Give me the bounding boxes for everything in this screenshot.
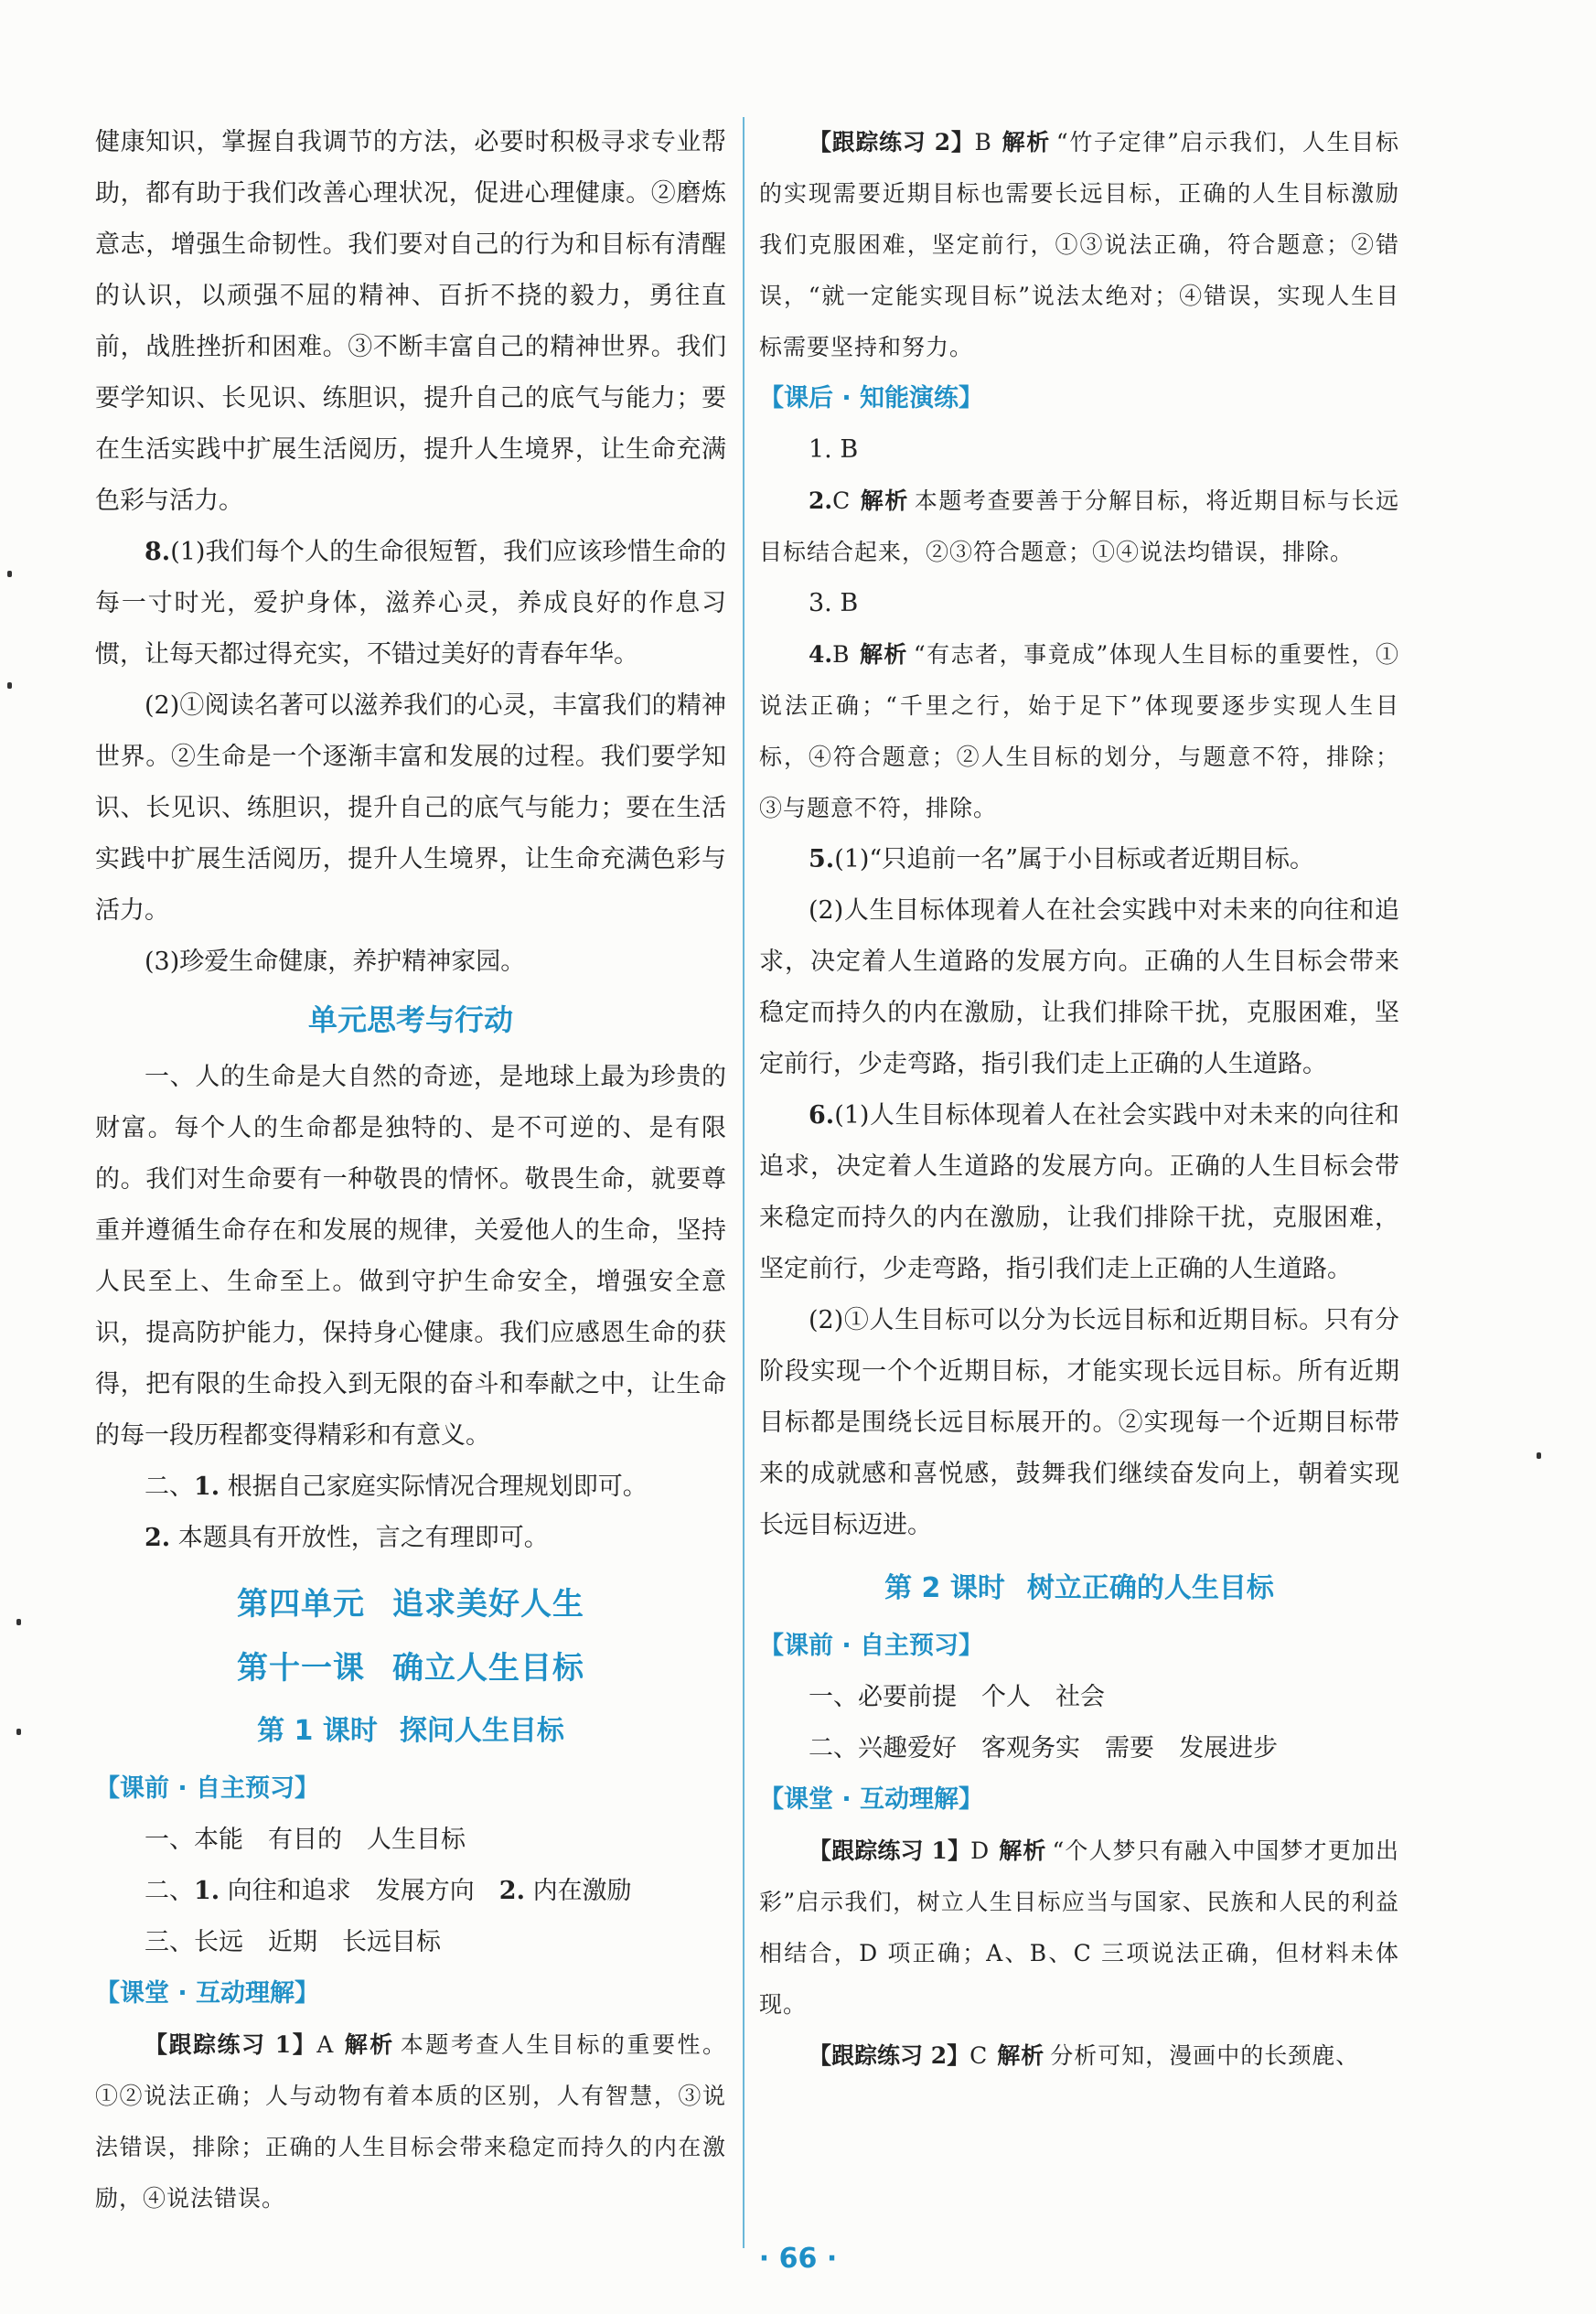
analysis-label: 解析 [1001,129,1051,155]
analysis-text: 本题考查要善于分解目标，将近期目标与长远目标结合起来，②③符合题意；①④说法均错误，排除。 [759,487,1399,565]
question-number: 5. [809,845,835,873]
column-divider [743,117,744,2248]
exercise-label: 【跟踪练习 2】 [809,129,975,155]
after-answer-6-1 [759,1090,1399,1295]
preview-answer-1: 一、必要前提 个人 社会 [809,1683,1105,1711]
preview-answer-1: 一、本能 有目的 人生目标 [145,1826,466,1854]
think-answer-3 [95,1513,726,1564]
period-name: 树立正确的人生目标 [1026,1572,1274,1604]
exercise-label: 【跟踪练习 2】 [809,2042,970,2069]
period-number: 第 2 课时 [884,1572,1005,1604]
analysis-label: 解析 [860,487,909,514]
section-heading-class: 【课堂 · 互动理解】 [759,1785,984,1814]
analysis-label: 解析 [999,1837,1047,1864]
question-number: 8. [145,538,171,566]
analysis-text: 分析可知，漫画中的长颈鹿、 [1050,2042,1360,2069]
preview-answer-2 [95,1866,726,1917]
question-number: 4. [809,641,833,668]
unit-name: 追求美好人生 [392,1586,584,1623]
margin-mark [16,1729,21,1735]
answer-letter: C [832,487,852,514]
section-heading-class: 【课堂 · 互动理解】 [95,1979,320,2008]
think-answer-2 [95,1462,726,1513]
answer-letter: B [832,641,851,668]
page-number: · 66 · [758,2243,838,2275]
period-title [759,1560,1399,1617]
answer-text: (1)人生目标体现着人在社会实践中对未来的向往和追求，决定着人生道路的发展方向。正确的人生目标会带来稳定而持久的内在激励，让我们排除干扰，克服困难，坚定前行，少走弯路，指引我们走上正确的人生道路。 [759,1101,1399,1283]
margin-mark [16,1619,21,1625]
left-column [95,117,726,2224]
answer-8-3: (3)珍爱生命健康，养护精神家园。 [145,948,526,976]
right-column [759,117,1399,2082]
answer-letter: B [974,129,992,155]
unit-title [95,1575,726,1634]
section-heading-preview: 【课前 · 自主预习】 [759,1632,984,1660]
question-number: 6. [809,1101,835,1130]
answer-text: (1)“只追前一名”属于小目标或者近期目标。 [834,845,1315,873]
paragraph-continued: 健康知识，掌握自我调节的方法，必要时积极寻求专业帮助，都有助于我们改善心理状况，促进心理健康。②磨炼意志，增强生命韧性。我们要对自己的行为和目标有清醒的认识，以顽强不屈的精神、百折不挠的毅力，勇往直前，战胜挫折和困难。③不断丰富自己的精神世界。我们要学知识、长见识、练胆识，提升自己的底气与能力；要在生活实践中扩展生活阅历，提升人生境界，让生命充满色彩与活力。 [95,128,726,515]
question-number: 2. [809,487,833,514]
answer-text: (1)我们每个人的生命很短暂，我们应该珍惜生命的每一寸时光，爱护身体，滋养心灵，养成良好的作息习惯，让每天都过得充实，不错过美好的青春年华。 [95,538,726,669]
answer-letter: D [970,1837,991,1864]
item-number: 1. [194,1473,220,1501]
period-name: 探问人生目标 [399,1715,564,1747]
track-exercise-2 [759,2030,1399,2082]
after-answer-4 [759,629,1399,834]
margin-mark [7,682,12,689]
item-number: 2. [145,1524,171,1552]
section-heading-preview: 【课前 · 自主预习】 [95,1774,320,1803]
answer-letter: A [316,2031,335,2058]
think-answer-1: 一、人的生命是大自然的奇迹，是地球上最为珍贵的财富。每个人的生命都是独特的、是不可逆的、是有限的。我们对生命要有一种敬畏的情怀。敬畏生命，就要尊重并遵循生命存在和发展的规律，关爱他人的生命，坚持人民至上、生命至上。做到守护生命安全，增强安全意识，提高防护能力，保持身心健康。我们应感恩生命的获得，把有限的生命投入到无限的奋斗和奉献之中，让生命的每一段历程都变得精彩和有意义。 [95,1063,726,1450]
analysis-label: 解析 [997,2042,1045,2069]
after-answer-5-2: (2)人生目标体现着人在社会实践中对未来的向往和追求，决定着人生道路的发展方向。正确的人生目标会带来稳定而持久的内在激励，让我们排除干扰，克服困难，坚定前行，少走弯路，指引我们走上正确的人生道路。 [759,896,1399,1078]
lesson-number: 第十一课 [237,1650,365,1687]
preview-answer-3: 三、长远 近期 长远目标 [145,1928,441,1956]
answer-8-2: (2)①阅读名著可以滋养我们的心灵，丰富我们的精神世界。②生命是一个逐渐丰富和发展的过程。我们要学知识、长见识、练胆识，提升自己的底气与能力；要在生活实践中扩展生活阅历，提升人生境界，让生命充满色彩与活力。 [95,691,726,925]
item-text: 根据自己家庭实际情况合理规划即可。 [227,1473,648,1501]
item-prefix: 二、 [145,1473,194,1501]
margin-mark [1537,1452,1541,1459]
answer-letter: C [969,2042,989,2069]
analysis-label: 解析 [343,2031,395,2058]
period-title [95,1703,726,1760]
analysis-text: “有志者，事竟成”体现人生目标的重要性，①说法正确；“千里之行，始于足下”体现要逐步实现人生目标，④符合题意；②人生目标的划分，与题意不符，排除；③与题意不符，排除。 [759,641,1399,821]
after-answer-3: 3. B [809,589,859,617]
analysis-text: “竹子定律”启示我们，人生目标的实现需要近期目标也需要长远目标，正确的人生目标激励我们克服困难，坚定前行，①③说法正确，符合题意；②错误，“就一定能实现目标”说法太绝对；④错误，实现人生目标需要坚持和努力。 [759,129,1399,360]
item-text: 内在激励 [532,1877,632,1905]
after-answer-6-2: (2)①人生目标可以分为长远目标和近期目标。只有分阶段实现一个个近期目标，才能实现长远目标。所有近期目标都是围绕长远目标展开的。②实现每一个近期目标带来的成就感和喜悦感，鼓舞我们继续奋发向上，朝着实现长远目标迈进。 [759,1306,1399,1539]
after-answer-2 [759,476,1399,578]
track-exercise-1 [95,2019,726,2224]
period-number: 第 1 课时 [257,1715,378,1747]
after-answer-1: 1. B [809,435,859,464]
track-exercise-2 [759,117,1399,373]
item-number: 2. [498,1877,525,1905]
item-text: 本题具有开放性，言之有理即可。 [177,1524,549,1552]
after-answer-5-1 [759,834,1399,885]
exercise-label: 【跟踪练习 1】 [145,2031,317,2058]
lesson-name: 确立人生目标 [392,1650,584,1687]
unit-number: 第四单元 [237,1586,365,1623]
exercise-label: 【跟踪练习 1】 [809,1837,971,1864]
item-number: 1. [194,1877,220,1905]
section-heading-after-class: 【课后 · 知能演练】 [759,384,984,412]
item-text: 向往和追求 发展方向 [227,1877,499,1905]
item-prefix: 二、 [145,1877,194,1905]
margin-mark [7,571,12,577]
preview-answer-2: 二、兴趣爱好 客观务实 需要 发展进步 [809,1734,1278,1762]
track-exercise-1 [759,1826,1399,2030]
analysis-text: “个人梦只有融入中国梦才更加出彩”启示我们，树立人生目标应当与国家、民族和人民的利益相结合，D 项正确；A、B、C 三项说法正确，但材料未体现。 [759,1837,1399,2018]
answer-8-1 [95,527,726,680]
analysis-label: 解析 [859,641,908,668]
analysis-text: 本题考查人生目标的重要性。①②说法正确；人与动物有着本质的区别，人有智慧，③说法错误，排除；正确的人生目标会带来稳定而持久的内在激励，④说法错误。 [95,2031,726,2212]
lesson-title [95,1639,726,1698]
section-title-unit-think: 单元思考与行动 [307,1002,513,1037]
